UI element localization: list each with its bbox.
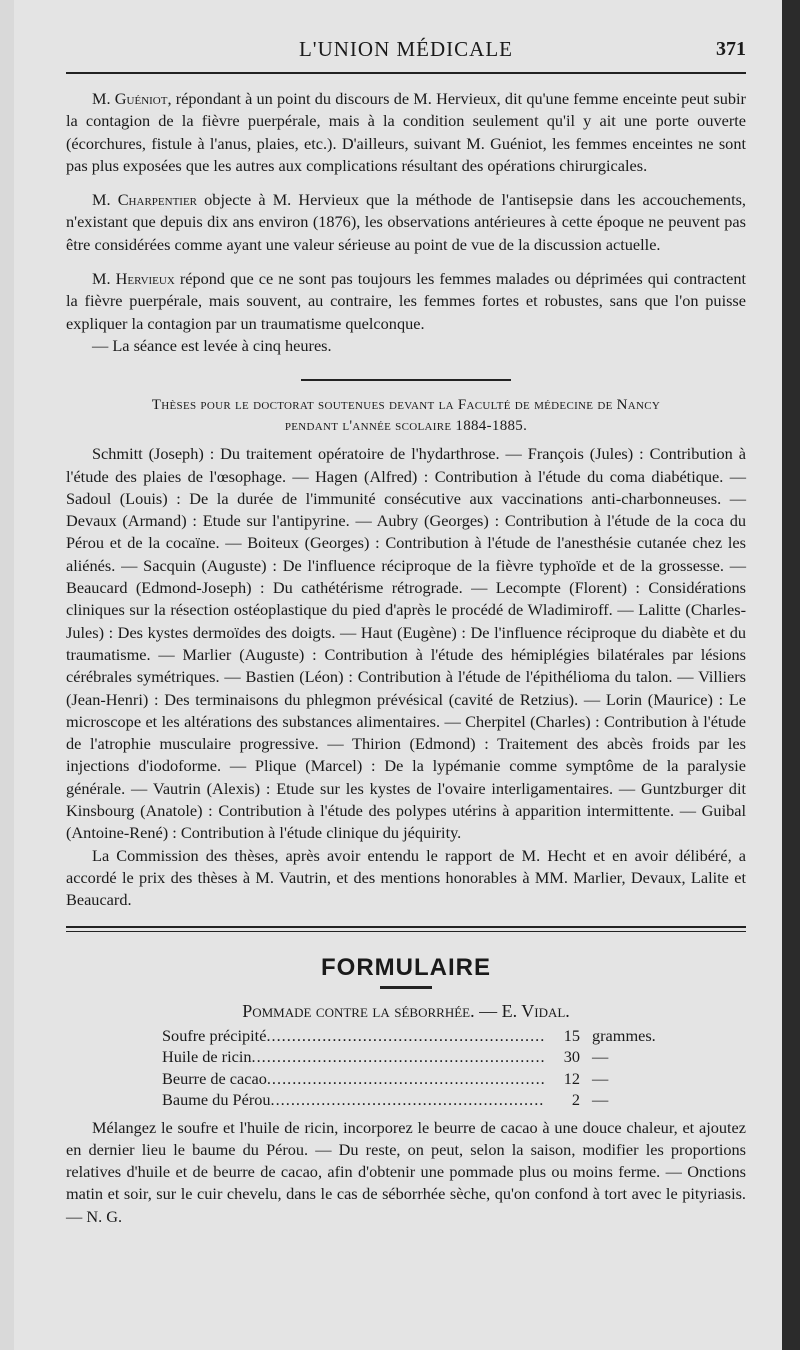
ingredient-name: Baume du Pérou xyxy=(162,1090,271,1109)
leader-dots xyxy=(252,1046,544,1068)
ingredient-quantity: 2 xyxy=(571,1090,580,1109)
formulaire-heading: FORMULAIRE xyxy=(321,953,491,981)
ingredient-quantity: 30 xyxy=(563,1047,580,1066)
theses-title-line2: pendant l'année scolaire 1884-1885. xyxy=(284,418,528,435)
ingredient-unit: — xyxy=(592,1090,609,1109)
commission-paragraph: La Commission des thèses, après avoir entendu le rapport de M. Hecht et en avoir délibéré, a accordé le prix des thèses à M. Vautrin, et des mentions honorables à MM. Marlier, Devaux, Lalite et Beaucard. xyxy=(66,845,746,910)
ingredient-name: Soufre précipité xyxy=(162,1025,267,1045)
recipe-title: Pommade contre la séborrhée. — E. Vidal. xyxy=(242,1000,570,1021)
theses-list: Schmitt (Joseph) : Du traitement opératoire de l'hydarthrose. — François (Jules) : Contribution à l'étude des plaies de l'œsophage. — Hagen (Alfred) : Contribution à l'étude du coma diabétique. — Sadoul (Louis) : De la durée de l'immunité consécutive aux vaccinations anti-charbonneuses. — Devaux (Armand) : Etude sur l'antipyrine. — Aubry (Georges) : Contribution à l'étude de la coca du Pérou et de la cocaïne. — Boiteux (Georges) : Contribution à l'étude de l'anesthésie cutanée chez les aliénés. — Sacquin (Auguste) : De l'influence réciproque de la fièvre typhoïde et de la grossesse. — Beaucard (Edmond-Joseph) : Du cathétérisme rétrograde. — Lecompte (Florent) : Considérations cliniques sur la résection ostéoplastique du pied d'après le procédé de Wladimiroff. — Lalitte (Charles-Jules) : Des kystes dermoïdes des doigts. — Haut (Eugène) : De l'influence réciproque du diabète et du traumatisme. — Marlier (Auguste) : Contribution à l'étude des hémiplégies bilatérales par lésions cérébrales symétriques. — Bastien (Léon) : Contribution à l'étude de l'épithélioma du talon. — Villiers (Jean-Henri) : Des terminaisons du phlegmon prévésical (cavité de Retzius). — Lorin (Maurice) : Le microscope et les altérations des substances alimentaires. — Cherpitel (Charles) : Contribution à l'étude de l'atrophie musculaire progressive. — Thirion (Edmond) : Traitement des abcès froids par les injections d'iodoforme. — Plique (Marcel) : De la lypémanie comme symptôme de la paralysie générale. — Vautrin (Alexis) : Etude sur les kystes de l'ovaire interligamentaires. — Guntzburger dit Kinsbourg (Anatole) : Contribution à l'étude des polypes utérins à apparition intermittente. — Guibal (Antoine-René) : Contribution à l'étude clinique du jéquirity. xyxy=(66,444,746,843)
speaker-gueniot: M. Guéniot, xyxy=(92,89,172,108)
paragraph-text: répond que ce ne sont pas toujours les femmes malades ou déprimées qui contractent la fièvre puerpérale, mais souvent, au contraire, les femmes fortes et robustes, sans que l'on puisse expliquer la contagion par un traumatisme quelconque. xyxy=(66,269,746,333)
scan-edge-shadow xyxy=(782,0,800,1350)
paragraph-gueniot xyxy=(66,88,746,177)
ingredient-quantity: 15 xyxy=(563,1025,580,1045)
ingredient-unit: — xyxy=(592,1068,609,1088)
leader-dots xyxy=(267,1068,544,1090)
paragraph-charpentier xyxy=(66,189,746,256)
ingredient-unit: grammes. xyxy=(592,1025,656,1045)
formulaire-underline xyxy=(380,986,432,989)
ingredient-row xyxy=(162,1025,692,1047)
paragraph-text: répondant à un point du discours de M. Hervieux, dit qu'une femme enceinte peut subir la contagion de la fièvre puerpérale, mais à la condition seulement qu'il y ait une porte ouverte (écorchures, fistule à l'anus, plaies, etc.). D'ailleurs, suivant M. Guéniot, les femmes enceintes ne sont pas plus exposées que les autres aux complications résultant des opérations chirurgicales. xyxy=(66,89,746,175)
header-rule xyxy=(66,72,746,74)
journal-page xyxy=(14,0,782,1350)
journal-title: L'UNION MÉDICALE xyxy=(298,37,513,61)
closing-line: — La séance est levée à cinq heures. xyxy=(92,335,332,355)
paragraph-hervieux xyxy=(66,268,746,335)
theses-title-line1: Thèses pour le doctorat soutenues devant la Faculté de médecine de Nancy xyxy=(151,397,661,414)
leader-dots xyxy=(271,1089,544,1111)
ingredient-name: Huile de ricin xyxy=(162,1047,252,1066)
recipe-instructions: Mélangez le soufre et l'huile de ricin, incorporez le beurre de cacao à une douce chaleur, et ajoutez en dernier lieu le baume du Pérou. — Du reste, on peut, selon la saison, modifier les proportions relatives d'huile et de beurre de cacao, afin d'obtenir une pommade plus ou moins ferme. — Onctions matin et soir, sur le cuir chevelu, dans le cas de séborrhée sèche, qu'on confond à tort avec le pityriasis. — N. G. xyxy=(66,1117,746,1226)
ingredient-list xyxy=(162,1025,692,1111)
formulaire-top-rule xyxy=(66,926,746,932)
ingredient-quantity: 12 xyxy=(563,1068,580,1088)
theses-section xyxy=(66,395,746,911)
ingredient-row xyxy=(162,1089,692,1111)
formulaire-section xyxy=(66,954,746,1228)
paragraph-text: objecte à M. Hervieux que la méthode de l'antisepsie dans les accouchements, n'existant que depuis dix ans environ (1876), les observations antérieures à cette époque ne peuvent pas être considérées comme ayant une valeur sérieuse au point de vue de la discussion actuelle. xyxy=(66,190,747,254)
speaker-charpentier: M. Charpentier xyxy=(92,190,198,210)
ingredient-row xyxy=(162,1046,692,1068)
leader-dots xyxy=(266,1025,544,1047)
page-number: 371 xyxy=(716,38,746,60)
speaker-hervieux: M. Hervieux xyxy=(92,269,175,289)
ingredient-unit: — xyxy=(592,1047,609,1066)
discussion-section xyxy=(66,88,746,357)
running-header xyxy=(66,0,746,62)
section-divider xyxy=(301,379,511,381)
ingredient-name: Beurre de cacao xyxy=(162,1068,267,1088)
ingredient-row xyxy=(162,1068,692,1090)
